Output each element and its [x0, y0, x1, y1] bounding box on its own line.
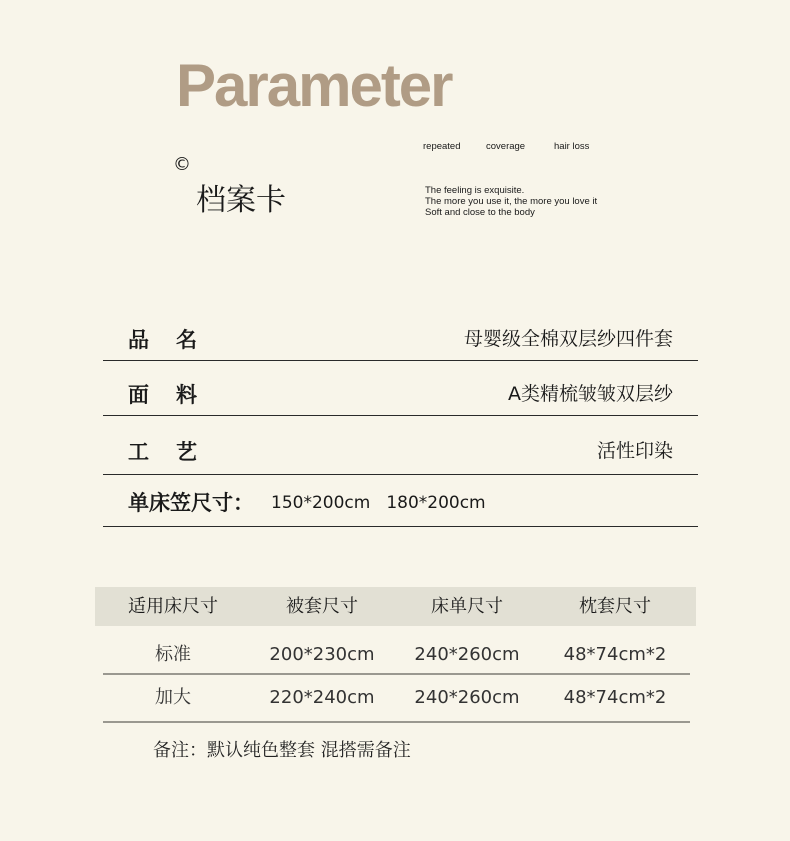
spec-label-char: 艺 — [176, 440, 197, 464]
size-table — [95, 587, 696, 723]
spec-row-fitted-sheet — [103, 486, 698, 527]
table-cell: 标准 — [155, 644, 191, 665]
spec-label-char: 品 — [128, 328, 149, 352]
spec-label-char: 面 — [128, 383, 149, 407]
page-title-cn: 档案卡 — [196, 183, 286, 218]
column-header: 枕套尺寸 — [579, 596, 651, 617]
spec-label: 单床笠尺寸： — [128, 491, 254, 515]
spec-label-char: 名 — [176, 328, 197, 352]
table-cell: 200*230cm — [269, 644, 375, 665]
table-cell: 48*74cm*2 — [563, 644, 667, 665]
table-cell: 220*240cm — [269, 687, 375, 708]
column-header: 适用床尺寸 — [128, 596, 218, 617]
table-cell: 240*260cm — [414, 687, 520, 708]
tag-coverage: coverage — [486, 141, 526, 152]
tag-hair-loss: hair loss — [554, 141, 590, 152]
column-header: 床单尺寸 — [431, 596, 503, 617]
table-row — [103, 626, 690, 675]
description-line: Soft and close to the body — [425, 207, 535, 218]
spec-label-char: 工 — [128, 440, 149, 464]
table-row — [103, 675, 690, 723]
description — [425, 185, 597, 218]
description-line: The more you use it, the more you love it — [425, 196, 598, 207]
spec-label — [128, 385, 197, 406]
table-cell: 240*260cm — [414, 644, 520, 665]
table-cell: 加大 — [155, 687, 191, 708]
fitted-sheet-size: 180*200cm — [386, 493, 486, 513]
spec-label — [128, 442, 197, 463]
spec-value: A类精梳皱皱双层纱 — [508, 383, 673, 405]
table-header — [95, 587, 696, 626]
fitted-sheet-sizes — [271, 495, 486, 512]
spec-row-fabric — [103, 375, 698, 416]
page-title-en: Parameter — [176, 52, 452, 119]
spec-label-char: 料 — [176, 383, 197, 407]
spec-row-craft — [103, 430, 698, 475]
copyright-icon: © — [173, 154, 191, 175]
spec-row-product-name — [103, 320, 698, 361]
column-header: 被套尺寸 — [286, 596, 358, 617]
description-line: The feeling is exquisite. — [425, 185, 525, 196]
spec-label — [128, 330, 197, 351]
spec-value: 活性印染 — [596, 440, 673, 462]
note-text: 备注：默认纯色整套 混搭需备注 — [153, 740, 411, 761]
fitted-sheet-size: 150*200cm — [271, 493, 371, 513]
tag-repeated: repeated — [423, 141, 461, 152]
spec-value: 母婴级全棉双层纱四件套 — [463, 328, 673, 350]
table-cell: 48*74cm*2 — [563, 687, 667, 708]
